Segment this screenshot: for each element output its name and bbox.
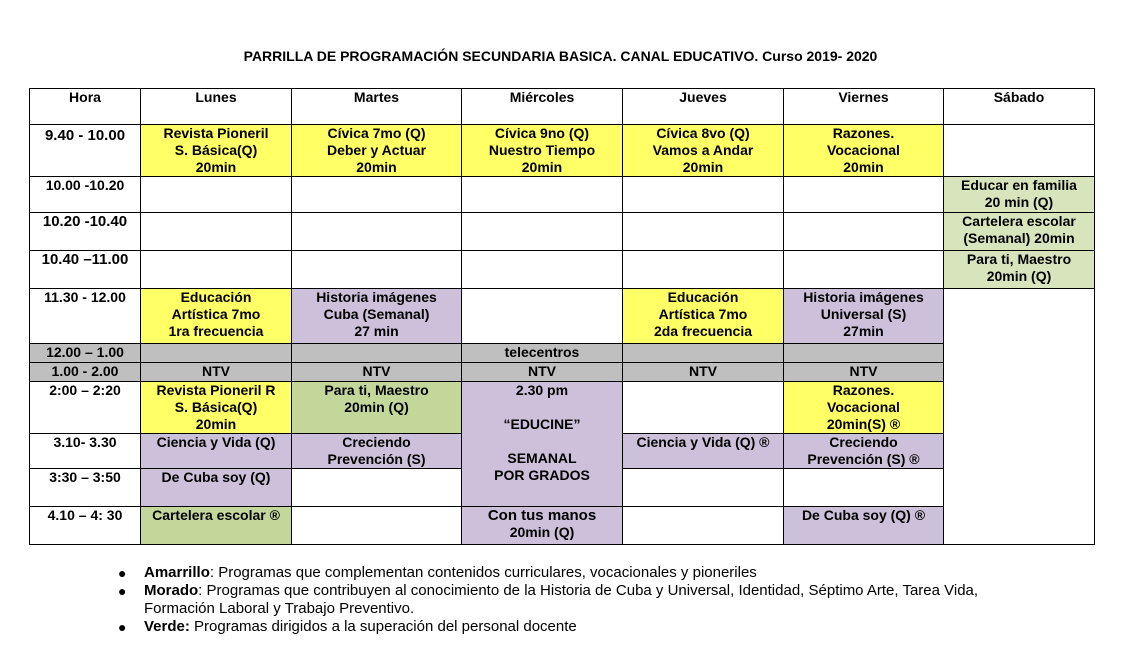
empty-cell (462, 289, 623, 344)
program-cell (462, 507, 623, 545)
program-line: Cartelera escolar (962, 213, 1076, 229)
table-row (30, 251, 1095, 289)
program-line: Universal (S) (820, 306, 907, 322)
program-cell: NTV (141, 363, 292, 382)
empty-cell (141, 177, 292, 213)
empty-cell (623, 251, 784, 289)
empty-cell (784, 177, 944, 213)
legend-item-purple (118, 582, 1018, 618)
legend-item-yellow (118, 564, 1018, 582)
program-line: Cívica 8vo (Q) (656, 125, 750, 141)
program-line: Vamos a Andar (652, 142, 754, 158)
program-line: Revista Pioneril R (156, 382, 276, 398)
program-cell (141, 382, 292, 434)
program-line: Historia imágenes (803, 289, 924, 305)
table-row (30, 382, 1095, 434)
empty-cell (944, 289, 1095, 545)
program-line: Prevención (S) (327, 451, 426, 467)
empty-cell (784, 469, 944, 507)
legend-text: : Programas que complementan contenidos curriculares, vocacionales y pioneriles (209, 564, 757, 581)
program-cell: Cartelera escolar ® (141, 507, 292, 545)
empty-cell (623, 213, 784, 251)
program-cell (141, 289, 292, 344)
empty-cell (292, 251, 462, 289)
program-line: 20min(S) ® (826, 416, 901, 432)
bullet-icon: ● (118, 619, 127, 635)
empty-cell (462, 213, 623, 251)
legend-label: Morado (144, 582, 199, 599)
program-cell: NTV (292, 363, 462, 382)
program-line: 1ra frecuencia (168, 323, 264, 339)
program-line: Cuba (Semanal) (323, 306, 430, 322)
program-line: Nuestro Tiempo (488, 142, 596, 158)
program-line: Revista Pioneril (163, 125, 269, 141)
legend-label: Amarrillo (144, 564, 210, 581)
program-line: Para ti, Maestro (324, 382, 429, 398)
table-row (30, 125, 1095, 177)
program-cell (784, 125, 944, 177)
table-row (30, 289, 1095, 344)
empty-cell (784, 251, 944, 289)
program-cell: NTV (623, 363, 784, 382)
program-line: Creciendo (342, 434, 411, 450)
empty-cell (623, 469, 784, 507)
program-cell (623, 125, 784, 177)
empty-cell (623, 344, 784, 363)
program-cell (462, 382, 623, 507)
program-line: Cívica 9no (Q) (494, 125, 590, 141)
schedule-table (29, 88, 1095, 545)
empty-cell (623, 507, 784, 545)
empty-cell (292, 213, 462, 251)
program-line: 2da frecuencia (653, 323, 753, 339)
time-cell: 10.20 -10.40 (30, 213, 141, 251)
program-line: (Semanal) 20min (963, 230, 1075, 246)
program-cell (944, 213, 1095, 251)
table-row (30, 213, 1095, 251)
program-line: 27min (843, 323, 884, 339)
program-line: Artística 7mo (658, 306, 748, 322)
time-cell: 3:30 – 3:50 (30, 469, 141, 507)
program-cell (462, 125, 623, 177)
header-martes: Martes (292, 89, 462, 125)
empty-cell (623, 177, 784, 213)
program-cell (292, 289, 462, 344)
program-cell: NTV (462, 363, 623, 382)
program-line: Educación (667, 289, 739, 305)
program-line: Razones. (832, 382, 895, 398)
page-title: PARRILLA DE PROGRAMACIÓN SECUNDARIA BASICA. CANAL EDUCATIVO. Curso 2019- 2020 (243, 48, 878, 64)
header-row (30, 89, 1095, 125)
time-cell: 10.00 -10.20 (30, 177, 141, 213)
empty-cell (141, 251, 292, 289)
program-cell (292, 382, 462, 434)
program-cell: Ciencia y Vida (Q) ® (623, 434, 784, 469)
program-line: Creciendo (829, 434, 898, 450)
program-line: 20min (682, 159, 724, 175)
time-cell: 2:00 – 2:20 (30, 382, 141, 434)
empty-cell (292, 507, 462, 545)
time-cell: 11.30 - 12.00 (30, 289, 141, 344)
bullet-icon: ● (118, 583, 127, 599)
program-line: Para ti, Maestro (966, 251, 1072, 267)
empty-cell (141, 213, 292, 251)
empty-cell (623, 382, 784, 434)
program-line: S. Básica(Q) (174, 142, 258, 158)
program-line: S. Básica(Q) (174, 399, 258, 415)
table-row (30, 344, 1095, 363)
time-cell: 3.10- 3.30 (30, 434, 141, 469)
time-cell: 12.00 – 1.00 (30, 344, 141, 363)
program-line: 20min (843, 159, 884, 175)
program-cell (623, 289, 784, 344)
empty-cell (462, 177, 623, 213)
program-cell (784, 382, 944, 434)
program-line: Cívica 7mo (Q) (327, 125, 426, 141)
program-cell (784, 434, 944, 469)
header-jueves: Jueves (623, 89, 784, 125)
program-line: Con tus manos (487, 507, 597, 524)
program-line: Vocacional (827, 399, 900, 415)
program-line: Educar en familia (961, 177, 1077, 193)
table-row (30, 177, 1095, 213)
program-line: Deber y Actuar (326, 142, 427, 158)
program-cell (944, 251, 1095, 289)
time-cell: 1.00 - 2.00 (30, 363, 141, 382)
header-miercoles: Miércoles (462, 89, 623, 125)
empty-cell (944, 125, 1095, 177)
legend-text: : Programas que contribuyen al conocimiento de la Historia de Cuba y Universal, Identidad, Séptimo Arte, Tarea Vida, Formación Laboral y Trabajo Preventivo. (144, 582, 979, 617)
empty-cell (292, 177, 462, 213)
program-line: Historia imágenes (316, 289, 437, 305)
time-cell: 9.40 - 10.00 (30, 125, 141, 177)
color-legend (118, 564, 1018, 636)
program-cell (944, 177, 1095, 213)
program-line: “EDUCINE” (503, 416, 581, 432)
table-row (30, 507, 1095, 545)
program-cell (292, 434, 462, 469)
bullet-icon: ● (118, 565, 127, 581)
program-line: Educación (180, 289, 252, 305)
program-cell: NTV (784, 363, 944, 382)
program-line: 20min (Q) (986, 268, 1052, 284)
program-cell (141, 125, 292, 177)
program-line: 20min (521, 159, 563, 175)
program-line: Razones. (832, 125, 895, 141)
program-line: SEMANAL (507, 450, 577, 466)
program-line: 2.30 pm (515, 382, 569, 398)
program-cell: Ciencia y Vida (Q) (141, 434, 292, 469)
program-cell: De Cuba soy (Q) ® (784, 507, 944, 545)
legend-text: Programas dirigidos a la superación del personal docente (189, 618, 577, 635)
program-line: 20min (356, 159, 397, 175)
empty-cell (462, 251, 623, 289)
header-hora: Hora (30, 89, 141, 125)
header-lunes: Lunes (141, 89, 292, 125)
program-line: Artística 7mo (171, 306, 261, 322)
empty-cell (141, 344, 292, 363)
legend-label: Verde: (144, 618, 190, 635)
program-line: 20min (195, 159, 237, 175)
empty-cell (292, 469, 462, 507)
header-sabado: Sábado (944, 89, 1095, 125)
program-cell: De Cuba soy (Q) (141, 469, 292, 507)
legend-item-green (118, 618, 1018, 636)
program-line: 20min (Q) (509, 524, 575, 540)
empty-cell (292, 344, 462, 363)
program-line: POR GRADOS (494, 467, 590, 483)
header-viernes: Viernes (784, 89, 944, 125)
program-line: 20min (195, 416, 237, 432)
program-cell: telecentros (462, 344, 623, 363)
program-line: 27 min (354, 323, 399, 339)
program-cell (292, 125, 462, 177)
program-line: 20min (Q) (344, 399, 409, 415)
empty-cell (784, 213, 944, 251)
program-line: 20 min (Q) (984, 194, 1054, 210)
program-cell (784, 289, 944, 344)
empty-cell (784, 344, 944, 363)
program-line: Prevención (S) ® (807, 451, 920, 467)
time-cell: 10.40 –11.00 (30, 251, 141, 289)
time-cell: 4.10 – 4: 30 (30, 507, 141, 545)
program-line: Vocacional (827, 142, 900, 158)
table-row (30, 363, 1095, 382)
